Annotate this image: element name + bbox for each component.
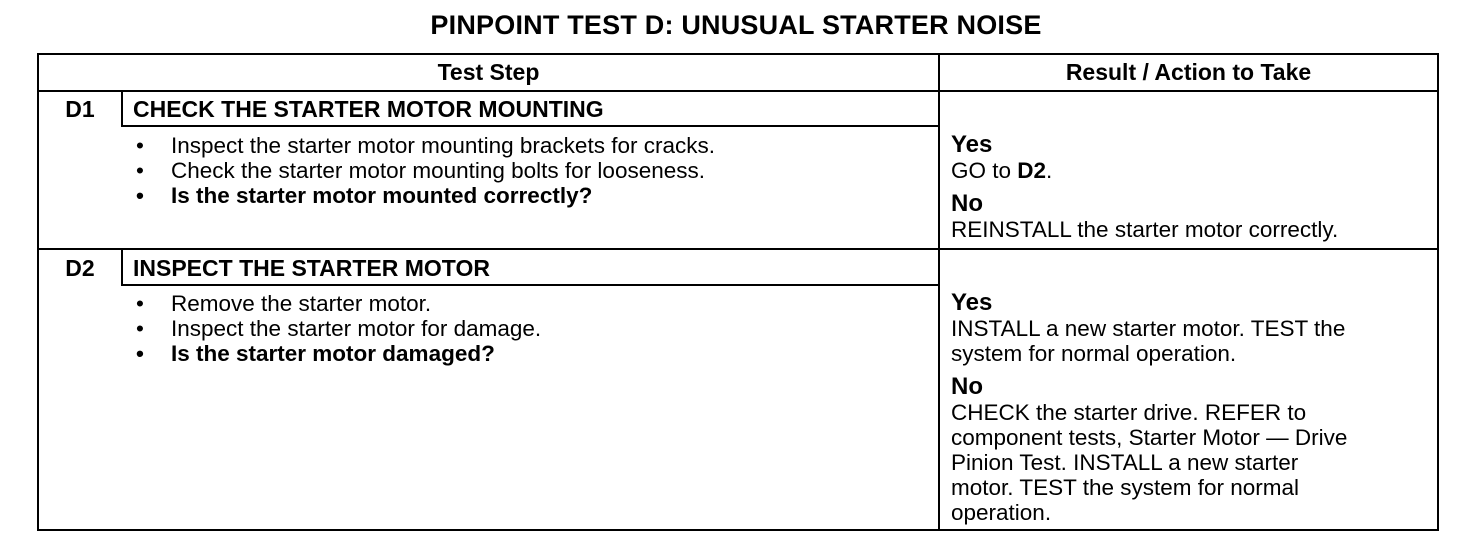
step-reference: D2 — [1017, 158, 1047, 183]
yes-action-line: system for normal operation. — [951, 341, 1237, 366]
yes-label: Yes — [951, 289, 993, 316]
row-divider — [39, 248, 1437, 250]
yes-action: GO to D2. — [951, 158, 1053, 183]
no-label: No — [951, 373, 983, 400]
step-id: D2 — [65, 255, 95, 281]
header-result: Result / Action to Take — [1065, 59, 1312, 85]
no-action-line: operation. — [951, 500, 1052, 525]
yes-label: Yes — [951, 131, 993, 158]
step-id: D1 — [65, 96, 95, 122]
no-action: REINSTALL the starter motor correctly. — [951, 217, 1339, 242]
bullet-icon: • — [136, 133, 144, 158]
no-action-line: Pinion Test. INSTALL a new starter — [951, 450, 1299, 475]
bullet-question: • Is the starter motor damaged? — [133, 341, 541, 366]
no-action-line: CHECK the starter drive. REFER to — [951, 400, 1307, 425]
bullet-item: • Inspect the starter motor for damage. — [133, 316, 541, 341]
no-action-line: component tests, Starter Motor — Drive — [951, 425, 1348, 450]
pinpoint-test-table — [37, 53, 1439, 531]
yes-action-line: INSTALL a new starter motor. TEST the — [951, 316, 1346, 341]
step-result — [951, 132, 1431, 242]
step-title: CHECK THE STARTER MOTOR MOUNTING — [133, 96, 604, 122]
step-id-divider — [121, 92, 123, 126]
bullet-item: • Inspect the starter motor mounting brackets for cracks. — [133, 133, 715, 158]
bullet-question: • Is the starter motor mounted correctly? — [133, 183, 715, 208]
step-id-divider — [121, 250, 123, 285]
step-bullets — [133, 133, 715, 208]
page-title: PINPOINT TEST D: UNUSUAL STARTER NOISE — [430, 10, 1042, 40]
step-bullets — [133, 291, 541, 366]
bullet-icon: • — [136, 183, 144, 208]
step-result — [951, 290, 1431, 525]
bullet-icon: • — [136, 316, 144, 341]
bullet-icon: • — [136, 158, 144, 183]
step-title: INSPECT THE STARTER MOTOR — [133, 255, 490, 281]
bullet-icon: • — [136, 291, 144, 316]
bullet-icon: • — [136, 341, 144, 366]
header-test-step: Test Step — [437, 59, 540, 85]
no-action-line: motor. TEST the system for normal — [951, 475, 1300, 500]
no-label: No — [951, 190, 983, 217]
column-divider — [938, 55, 940, 529]
bullet-item: • Remove the starter motor. — [133, 291, 541, 316]
bullet-item: • Check the starter motor mounting bolts for looseness. — [133, 158, 715, 183]
